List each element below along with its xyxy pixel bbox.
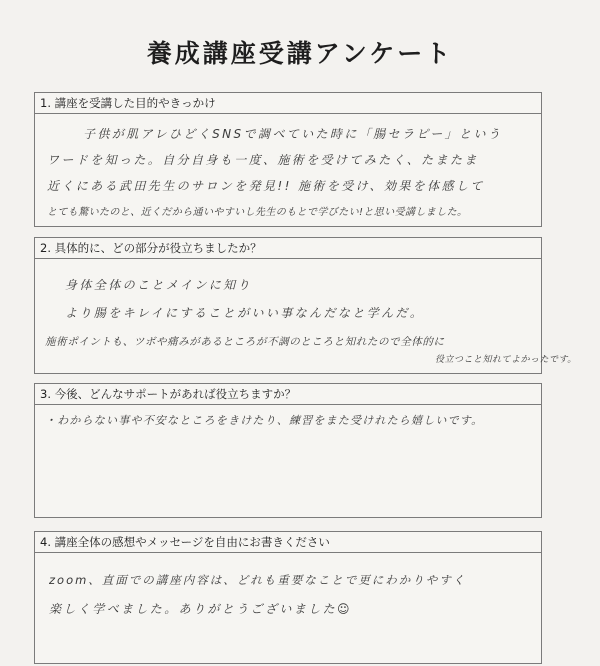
handwritten-answer-line: ・わからない事や不安なところをきけたり、練習をまた受けれたら嬉しいです。	[45, 414, 484, 427]
section-useful-parts	[34, 237, 577, 374]
section-purpose	[34, 92, 542, 227]
handwritten-answer-line: とても驚いたのと、近くだから通いやすいし先生のもとで学びたい!と思い受講しました。	[47, 207, 468, 218]
section-heading: 3. 今後、どんなサポートがあれば役立ちますか？	[35, 384, 541, 405]
section-heading: 1. 講座を受講した目的やきっかけ	[35, 93, 541, 114]
section-comments	[34, 531, 542, 664]
survey-title: 養成講座受講アンケート	[146, 39, 454, 68]
handwritten-answer-line: 近くにある武田先生のサロンを発見!! 施術を受け、効果を体感して	[47, 179, 485, 193]
handwritten-answer-line: 役立つこと知れてよかったです。	[435, 355, 577, 365]
handwritten-answer-line: ワードを知った。自分自身も一度、施術を受けてみたく、たまたま	[47, 153, 479, 167]
handwritten-answer-line: より腸をキレイにすることがいい事なんだなと学んだ。	[65, 306, 425, 320]
handwritten-answer-line: zoom、直面での講座内容は、どれも重要なことで更にわかりやすく	[49, 573, 467, 587]
section-support	[34, 383, 542, 518]
handwritten-answer-line: 子供が肌アレひどくSNSで調べていた時に「腸セラピー」という	[83, 127, 503, 141]
handwritten-answer-line: 楽しく学べました。ありがとうございました☺	[49, 602, 352, 616]
handwritten-answer-line: 身体全体のことメインに知り	[65, 278, 252, 292]
section-heading: 2. 具体的に、どの部分が役立ちましたか？	[35, 238, 541, 259]
section-heading: 4. 講座全体の感想やメッセージを自由にお書きください	[35, 532, 541, 553]
handwritten-answer-line: 施術ポイントも、ツボや痛みがあるところが不調のところと知れたので全体的に	[45, 336, 445, 348]
